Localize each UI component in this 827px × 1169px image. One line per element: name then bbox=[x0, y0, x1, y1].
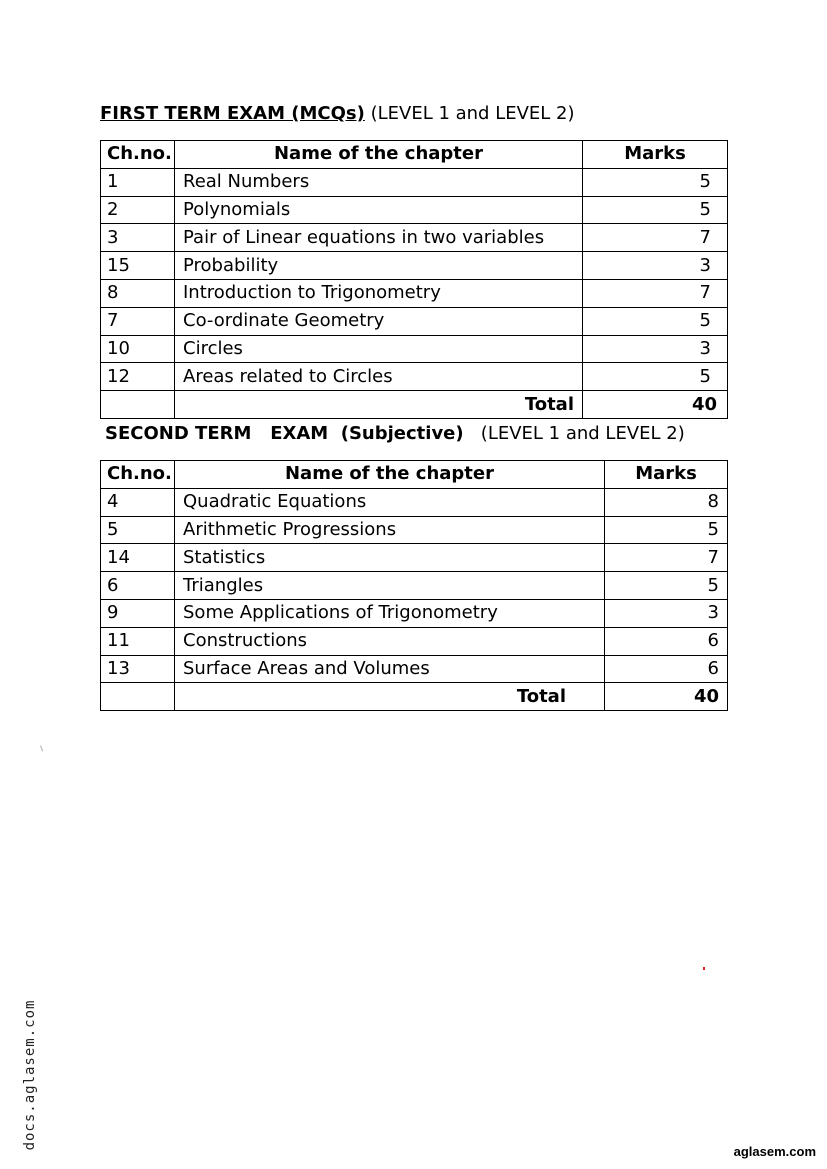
header-chno: Ch.no. bbox=[101, 461, 175, 489]
total-value: 40 bbox=[583, 391, 728, 419]
table-row bbox=[101, 599, 728, 627]
chapter-number-cell: 6 bbox=[101, 572, 175, 600]
header-marks: Marks bbox=[583, 141, 728, 169]
total-empty-cell bbox=[101, 391, 175, 419]
first-term-title: FIRST TERM EXAM (MCQs) bbox=[100, 103, 365, 124]
chapter-name-cell: Constructions bbox=[175, 627, 605, 655]
chapter-name-cell: Pair of Linear equations in two variables bbox=[175, 224, 583, 252]
table-row bbox=[101, 252, 728, 280]
table-row bbox=[101, 572, 728, 600]
scan-smudge bbox=[40, 745, 45, 752]
chapter-number-cell: 8 bbox=[101, 279, 175, 307]
chapter-number-cell: 12 bbox=[101, 363, 175, 391]
total-label: Total bbox=[175, 391, 583, 419]
table-row bbox=[101, 627, 728, 655]
marks-cell: 6 bbox=[605, 655, 728, 683]
first-term-levels: (LEVEL 1 and LEVEL 2) bbox=[364, 103, 575, 124]
second-term-table bbox=[100, 460, 728, 711]
table-row bbox=[101, 516, 728, 544]
marks-cell: 8 bbox=[605, 488, 728, 516]
total-row bbox=[101, 683, 728, 711]
marks-cell: 7 bbox=[583, 224, 728, 252]
total-label: Total bbox=[175, 683, 605, 711]
table-row bbox=[101, 279, 728, 307]
header-chapter-name: Name of the chapter bbox=[175, 461, 605, 489]
total-empty-cell bbox=[101, 683, 175, 711]
second-term-rows bbox=[101, 488, 728, 683]
marks-cell: 7 bbox=[605, 544, 728, 572]
marks-cell: 6 bbox=[605, 627, 728, 655]
chapter-number-cell: 2 bbox=[101, 196, 175, 224]
marks-cell: 7 bbox=[583, 279, 728, 307]
chapter-name-cell: Statistics bbox=[175, 544, 605, 572]
first-term-table bbox=[100, 140, 728, 419]
table-row bbox=[101, 488, 728, 516]
chapter-name-cell: Some Applications of Trigonometry bbox=[175, 599, 605, 627]
chapter-number-cell: 3 bbox=[101, 224, 175, 252]
footer-watermark: aglasem.com bbox=[733, 1144, 816, 1159]
total-value: 40 bbox=[605, 683, 728, 711]
marks-cell: 5 bbox=[605, 516, 728, 544]
marks-cell: 5 bbox=[583, 307, 728, 335]
chapter-name-cell: Arithmetic Progressions bbox=[175, 516, 605, 544]
table-row bbox=[101, 168, 728, 196]
chapter-name-cell: Circles bbox=[175, 335, 583, 363]
marks-cell: 5 bbox=[583, 168, 728, 196]
chapter-name-cell: Probability bbox=[175, 252, 583, 280]
second-term-levels: (LEVEL 1 and LEVEL 2) bbox=[463, 423, 685, 444]
chapter-number-cell: 11 bbox=[101, 627, 175, 655]
table-row bbox=[101, 224, 728, 252]
scan-red-dot bbox=[703, 967, 705, 970]
chapter-number-cell: 7 bbox=[101, 307, 175, 335]
chapter-number-cell: 4 bbox=[101, 488, 175, 516]
table-row bbox=[101, 544, 728, 572]
marks-cell: 5 bbox=[583, 196, 728, 224]
chapter-name-cell: Introduction to Trigonometry bbox=[175, 279, 583, 307]
marks-cell: 3 bbox=[583, 252, 728, 280]
header-marks: Marks bbox=[605, 461, 728, 489]
table-row bbox=[101, 335, 728, 363]
chapter-number-cell: 15 bbox=[101, 252, 175, 280]
table-row bbox=[101, 363, 728, 391]
chapter-number-cell: 13 bbox=[101, 655, 175, 683]
table-header-row bbox=[101, 141, 728, 169]
table-header-row bbox=[101, 461, 728, 489]
chapter-number-cell: 5 bbox=[101, 516, 175, 544]
chapter-name-cell: Quadratic Equations bbox=[175, 488, 605, 516]
table-row bbox=[101, 196, 728, 224]
marks-cell: 3 bbox=[605, 599, 728, 627]
marks-cell: 5 bbox=[605, 572, 728, 600]
marks-cell: 3 bbox=[583, 335, 728, 363]
header-chno: Ch.no. bbox=[101, 141, 175, 169]
chapter-name-cell: Areas related to Circles bbox=[175, 363, 583, 391]
chapter-number-cell: 1 bbox=[101, 168, 175, 196]
chapter-number-cell: 14 bbox=[101, 544, 175, 572]
side-watermark: docs.aglasem.com bbox=[22, 999, 38, 1151]
first-term-rows bbox=[101, 168, 728, 390]
table-row bbox=[101, 655, 728, 683]
chapter-name-cell: Polynomials bbox=[175, 196, 583, 224]
chapter-number-cell: 9 bbox=[101, 599, 175, 627]
chapter-name-cell: Triangles bbox=[175, 572, 605, 600]
second-term-heading bbox=[105, 422, 685, 446]
total-row bbox=[101, 391, 728, 419]
chapter-name-cell: Surface Areas and Volumes bbox=[175, 655, 605, 683]
table-row bbox=[101, 307, 728, 335]
chapter-number-cell: 10 bbox=[101, 335, 175, 363]
first-term-heading bbox=[100, 102, 575, 126]
second-term-title: SECOND TERM EXAM (Subjective) bbox=[105, 423, 464, 444]
header-chapter-name: Name of the chapter bbox=[175, 141, 583, 169]
marks-cell: 5 bbox=[583, 363, 728, 391]
chapter-name-cell: Co-ordinate Geometry bbox=[175, 307, 583, 335]
chapter-name-cell: Real Numbers bbox=[175, 168, 583, 196]
